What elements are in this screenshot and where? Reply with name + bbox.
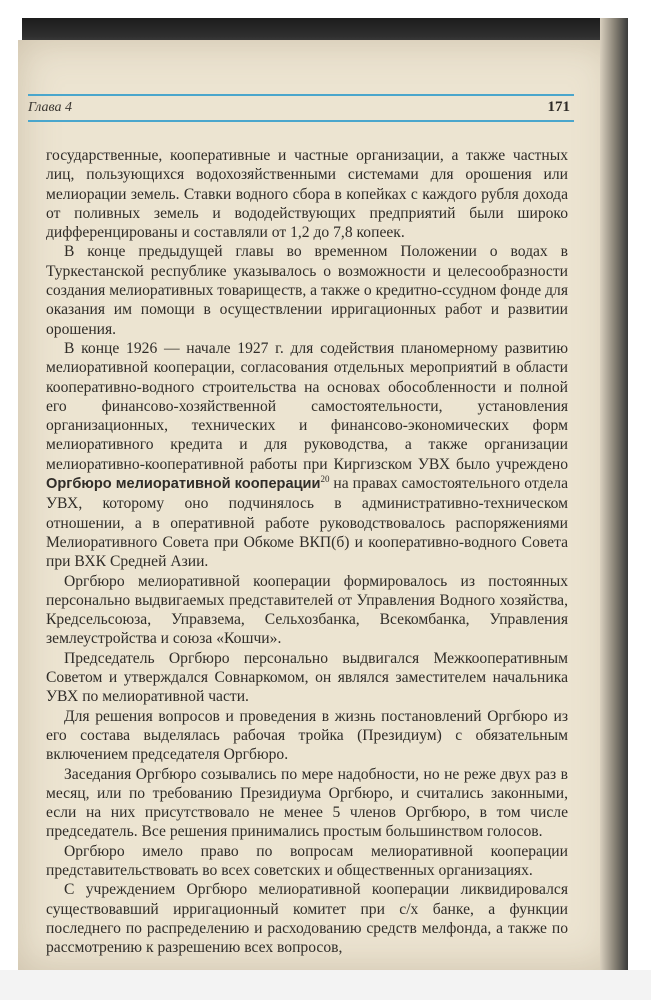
book-spine-edge (600, 18, 628, 973)
footnote-marker: 20 (320, 473, 330, 484)
paragraph-continued: государственные, кооперативные и частные организации, а также частных лиц, пользующихся водохозяйственными системами для орошения или мелиорации земель. Ставки водного сбора в копейках с каждого рубля дохода от поливных земель и вододействующих предприятий были широко дифференцированы и составляли от 1,2 до 7,8 копеек. (46, 147, 568, 242)
paragraph: С учреждением Оргбюро мелиоративной кооперации ликвидировался существовавший ирригационный комитет при с/х банке, а функции последнего по распределению и расходованию средств мелфонда, а также по рассмотрению к разрешению всех вопросов, (46, 881, 568, 957)
bold-term-orgburo: Оргбюро мелиоративной кооперации (46, 476, 321, 493)
header-rule-top (28, 94, 574, 96)
running-header (28, 94, 574, 124)
body-text (46, 146, 568, 957)
paragraph-orgburo-founding (46, 339, 568, 572)
paragraph: Заседания Оргбюро созывались по мере надобности, но не реже двух раз в месяц, или по требованию Президиума Оргбюро, и считались законными, если на них присутствовало не менее 5 членов Оргбюро, в том числе председатель. Все решения принимались простым большинством голосов. (46, 765, 568, 841)
chapter-label: Глава 4 (28, 100, 72, 115)
paragraph-text: В конце 1926 — начале 1927 г. для содействия планомерному развитию мелиоративной кооперации, согласования отдельных мероприятий в области кооперативно-водного строительства на основах обособленности и полной его финансово-хозяйственной самостоятельности, установления организационных, технических и финансово-экономических форм мелиоративного кредита и для руководства, а также организации мелиоративно-кооперативной работы при Киргизском УВХ было учреждено (46, 339, 568, 473)
header-rule-bottom (28, 120, 574, 122)
scan-bottom-margin (0, 970, 651, 1000)
paragraph: Для решения вопросов и проведения в жизнь постановлений Оргбюро из его состава выделялась рабочая тройка (Президиум) с обязательным включением председателя Оргбюро. (46, 707, 568, 764)
paragraph: Оргбюро имело право по вопросам мелиоративной кооперации представительствовать во всех советских и общественных организациях. (46, 842, 568, 879)
paragraph: В конце предыдущей главы во временном Положении о водах в Туркестанской республике указывалось о возможности и целесообразности создания мелиоративных товариществ, а также о кредитно-ссудном фонде для оказания им помощи в осуществлении ирригационных работ и развитии орошения. (46, 243, 568, 338)
paragraph-text: на правах самостоятельного отдела УВХ, которому оно подчинялось в административно-техническом отношении, а в оперативной работе руководствовалось распоряжениями Мелиоративного Совета при Обкоме ВКП(б) и кооперативно-водного Совета при ВХК Средней Азии. (46, 475, 569, 571)
paragraph: Оргбюро мелиоративной кооперации формировалось из постоянных персонально выдвигаемых представителей от Управления Водного хозяйства, Кредсельсоюза, Управзема, Сельхозбанка, Всекомбанка, Управления землеустройства и союза «Кошчи». (46, 572, 568, 648)
page-number: 171 (547, 99, 570, 115)
paragraph: Председатель Оргбюро персонально выдвигался Межкооперативным Советом и утверждался Совнаркомом, он являлся заместителем начальника УВХ по мелиоративной части. (46, 649, 568, 706)
